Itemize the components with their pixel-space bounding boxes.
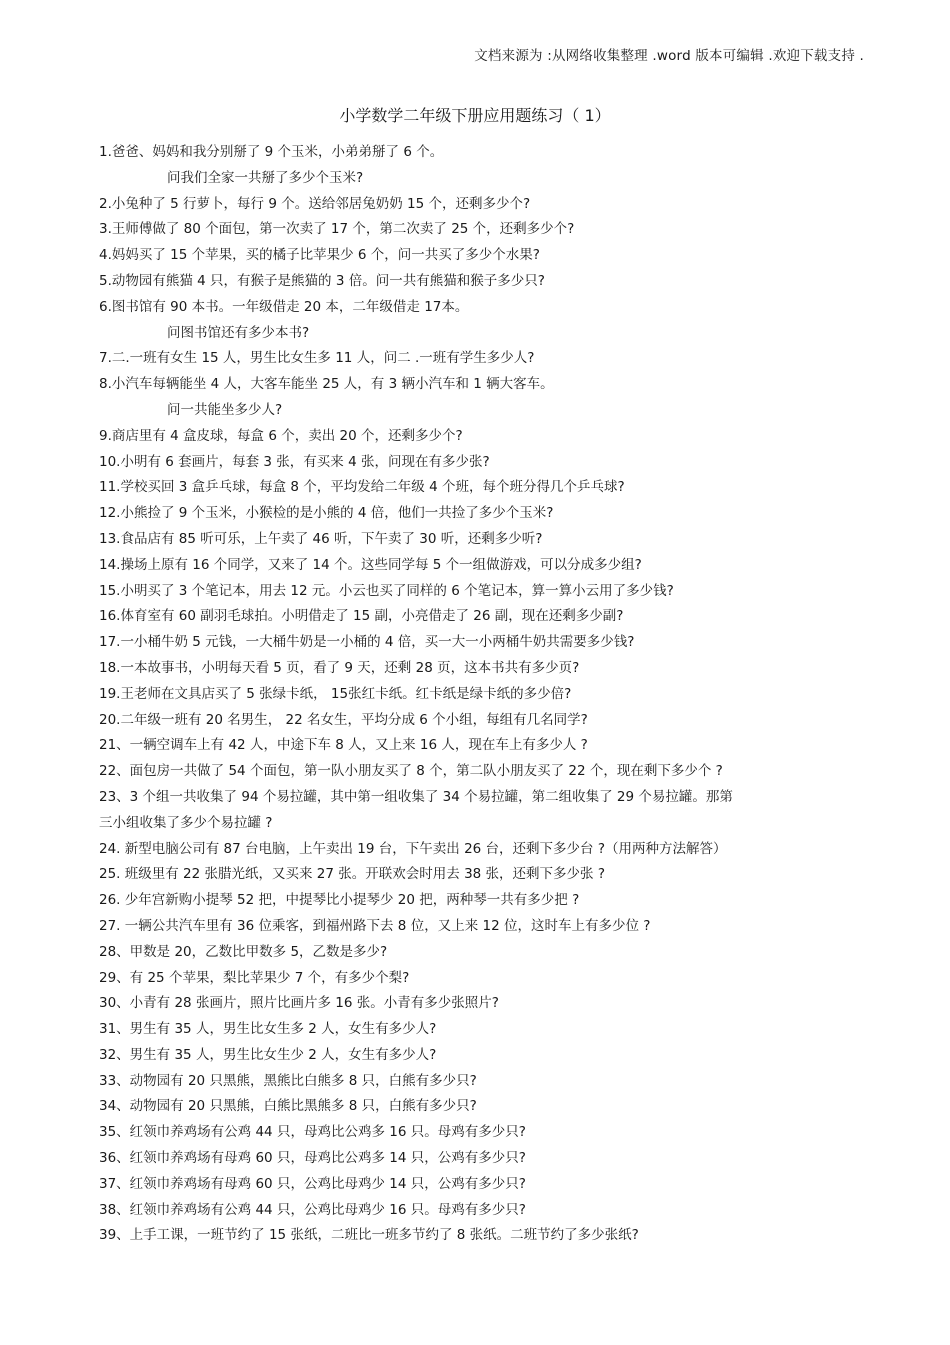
problem-item: 5.动物园有熊猫 4 只，有猴子是熊猫的 3 倍。问一共有熊猫和猴子多少只? — [99, 272, 545, 289]
problem-item: 10.小明有 6 套画片，每套 3 张，有买来 4 张，问现在有多少张? — [99, 453, 490, 470]
problem-item: 19.王老师在文具店买了 5 张绿卡纸， 15张红卡纸。红卡纸是绿卡纸的多少倍? — [99, 685, 572, 702]
problem-item: 24. 新型电脑公司有 87 台电脑，上午卖出 19 台，下午卖出 26 台，还剩下多少台 ?（用两种方法解答） — [99, 840, 727, 857]
problem-item: 三小组收集了多少个易拉罐 ? — [99, 814, 273, 831]
problem-item: 12.小熊捡了 9 个玉米，小猴检的是小熊的 4 倍，他们一共捡了多少个玉米? — [99, 505, 554, 522]
problem-item: 15.小明买了 3 个笔记本，用去 12 元。小云也买了同样的 6 个笔记本，算一算小云用了多少钱? — [99, 582, 674, 599]
problem-item: 14.操场上原有 16 个同学，又来了 14 个。这些同学每 5 个一组做游戏，可以分成多少组? — [99, 556, 642, 573]
problem-item: 17.一小桶牛奶 5 元钱，一大桶牛奶是一小桶的 4 倍，买一大一小两桶牛奶共需要多少钱? — [99, 634, 635, 651]
problem-item: 21、一辆空调车上有 42 人，中途下车 8 人，又上来 16 人，现在车上有多少人 ? — [99, 737, 588, 754]
problem-item: 39、上手工课，一班节约了 15 张纸，二班比一班多节约了 8 张纸。二班节约了多少张纸? — [99, 1227, 639, 1244]
problem-item: 33、动物园有 20 只黑熊，黑熊比白熊多 8 只，白熊有多少只? — [99, 1072, 477, 1089]
problem-item: 32、男生有 35 人，男生比女生少 2 人，女生有多少人? — [99, 1046, 437, 1063]
problem-item: 22、面包房一共做了 54 个面包，第一队小朋友买了 8 个，第二队小朋友买了 22 个，现在剩下多少个 ? — [99, 763, 723, 780]
problem-item: 6.图书馆有 90 本书。一年级借走 20 本，二年级借走 17本。 — [99, 298, 469, 315]
problem-item: 16.体育室有 60 副羽毛球拍。小明借走了 15 副，小亮借走了 26 副，现在还剩多少副? — [99, 608, 624, 625]
problem-item: 3.王师傅做了 80 个面包，第一次卖了 17 个，第二次卖了 25 个，还剩多少个? — [99, 221, 575, 238]
problem-item: 7.二.一班有女生 15 人，男生比女生多 11 人，问二 .一班有学生多少人? — [99, 350, 535, 367]
problem-item: 35、红领巾养鸡场有公鸡 44 只，母鸡比公鸡多 16 只。母鸡有多少只? — [99, 1124, 526, 1141]
problem-item: 38、红领巾养鸡场有公鸡 44 只，公鸡比母鸡少 16 只。母鸡有多少只? — [99, 1201, 526, 1218]
problem-list — [99, 140, 859, 1249]
problem-item: 2.小兔种了 5 行萝卜，每行 9 个。送给邻居兔奶奶 15 个，还剩多少个? — [99, 195, 531, 212]
problem-item: 27. 一辆公共汽车里有 36 位乘客，到福州路下去 8 位，又上来 12 位，这时车上有多少位 ? — [99, 917, 651, 934]
problem-item: 34、动物园有 20 只黑熊，白熊比黑熊多 8 只，白熊有多少只? — [99, 1098, 477, 1115]
problem-continuation: 问一共能坐多少人? — [167, 401, 283, 418]
problem-item: 23、3 个组一共收集了 94 个易拉罐，其中第一组收集了 34 个易拉罐，第二组收集了 29 个易拉罐。那第 — [99, 788, 733, 805]
problem-item: 28、甲数是 20，乙数比甲数多 5，乙数是多少? — [99, 943, 388, 960]
problem-item: 30、小青有 28 张画片，照片比画片多 16 张。小青有多少张照片? — [99, 995, 499, 1012]
problem-continuation: 问我们全家一共掰了多少个玉米? — [167, 169, 364, 186]
problem-item: 37、红领巾养鸡场有母鸡 60 只，公鸡比母鸡少 14 只，公鸡有多少只? — [99, 1175, 526, 1192]
problem-item: 4.妈妈买了 15 个苹果，买的橘子比苹果少 6 个，问一共买了多少个水果? — [99, 247, 540, 264]
problem-item: 1.爸爸、妈妈和我分别掰了 9 个玉米，小弟弟掰了 6 个。 — [99, 144, 444, 160]
problem-item: 13.食品店有 85 听可乐，上午卖了 46 听，下午卖了 30 听，还剩多少听? — [99, 530, 543, 547]
problem-item: 25. 班级里有 22 张腊光纸，又买来 27 张。开联欢会时用去 38 张，还剩下多少张 ? — [99, 866, 605, 883]
problem-item: 31、男生有 35 人，男生比女生多 2 人，女生有多少人? — [99, 1021, 437, 1038]
problem-continuation: 问图书馆还有多少本书? — [167, 324, 310, 341]
problem-item: 29、有 25 个苹果，梨比苹果少 7 个，有多少个梨? — [99, 969, 410, 986]
problem-item: 18.一本故事书，小明每天看 5 页，看了 9 天，还剩 28 页，这本书共有多少页? — [99, 659, 580, 676]
problem-item: 8.小汽车每辆能坐 4 人，大客车能坐 25 人，有 3 辆小汽车和 1 辆大客车。 — [99, 376, 554, 393]
problem-item: 9.商店里有 4 盒皮球，每盒 6 个，卖出 20 个，还剩多少个? — [99, 427, 463, 444]
problem-item: 36、红领巾养鸡场有母鸡 60 只，母鸡比公鸡多 14 只，公鸡有多少只? — [99, 1150, 526, 1167]
page-title: 小学数学二年级下册应用题练习（ 1） — [339, 106, 611, 125]
problem-item: 20.二年级一班有 20 名男生， 22 名女生，平均分成 6 个小组，每组有几名同学? — [99, 711, 588, 728]
source-note: 文档来源为 :从网络收集整理 .word 版本可编辑 .欢迎下载支持 . — [474, 48, 864, 64]
problem-item: 11.学校买回 3 盒乒乓球，每盒 8 个，平均发给二年级 4 个班，每个班分得几个乒乓球? — [99, 479, 625, 496]
problem-item: 26. 少年宫新购小提琴 52 把，中提琴比小提琴少 20 把，两种琴一共有多少把 ? — [99, 892, 580, 909]
